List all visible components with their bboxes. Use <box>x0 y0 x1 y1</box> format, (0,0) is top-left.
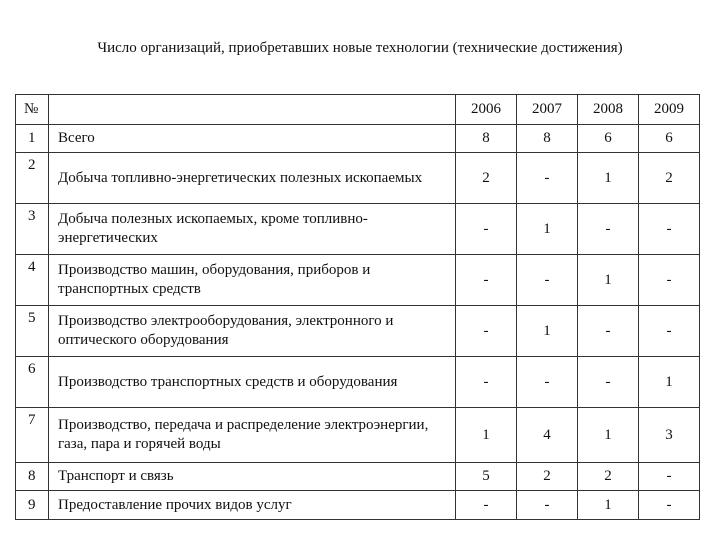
table-row <box>16 357 700 408</box>
row-value-2007: - <box>517 357 578 408</box>
row-value-2007: - <box>517 255 578 306</box>
row-value-2007: 2 <box>517 463 578 491</box>
row-value-2009: - <box>639 306 700 357</box>
row-value-2007: 1 <box>517 306 578 357</box>
row-value-2009: - <box>639 255 700 306</box>
row-value-2008: 1 <box>578 408 639 463</box>
row-value-2008: 6 <box>578 125 639 153</box>
table-row <box>16 255 700 306</box>
row-number: 1 <box>16 125 49 153</box>
row-number: 7 <box>16 408 49 463</box>
table-row <box>16 204 700 255</box>
row-value-2008: - <box>578 204 639 255</box>
row-value-2006: - <box>456 306 517 357</box>
row-value-2008: 1 <box>578 255 639 306</box>
table-row <box>16 153 700 204</box>
table-row <box>16 463 700 491</box>
row-name: Производство транспортных средств и оборудования <box>49 357 456 408</box>
row-value-2006: - <box>456 357 517 408</box>
row-number: 4 <box>16 255 49 306</box>
header-year-2009: 2009 <box>639 95 700 125</box>
row-name: Предоставление прочих видов услуг <box>49 491 456 520</box>
row-value-2008: 1 <box>578 153 639 204</box>
header-year-2006: 2006 <box>456 95 517 125</box>
row-value-2009: - <box>639 204 700 255</box>
row-number: 2 <box>16 153 49 204</box>
row-value-2007: 1 <box>517 204 578 255</box>
header-year-2008: 2008 <box>578 95 639 125</box>
table-row <box>16 491 700 520</box>
row-name: Производство машин, оборудования, приборов и транспортных средств <box>49 255 456 306</box>
row-name: Производство электрооборудования, электронного и оптического оборудования <box>49 306 456 357</box>
row-number: 5 <box>16 306 49 357</box>
table-row <box>16 306 700 357</box>
document-title: Число организаций, приобретавших новые технологии (технические достижения) <box>97 40 623 56</box>
header-name-cell <box>49 95 456 125</box>
row-number: 3 <box>16 204 49 255</box>
row-value-2009: 6 <box>639 125 700 153</box>
row-name: Производство, передача и распределение электроэнергии, газа, пара и горячей воды <box>49 408 456 463</box>
row-value-2009: - <box>639 491 700 520</box>
row-value-2009: 2 <box>639 153 700 204</box>
table-header-row <box>16 95 700 125</box>
header-year-2007: 2007 <box>517 95 578 125</box>
header-number-cell: № <box>16 95 49 125</box>
row-number: 8 <box>16 463 49 491</box>
row-number: 6 <box>16 357 49 408</box>
row-name: Всего <box>49 125 456 153</box>
row-name: Добыча топливно-энергетических полезных ископаемых <box>49 153 456 204</box>
row-value-2006: 8 <box>456 125 517 153</box>
row-value-2007: 4 <box>517 408 578 463</box>
row-value-2008: 1 <box>578 491 639 520</box>
row-number: 9 <box>16 491 49 520</box>
row-value-2009: - <box>639 463 700 491</box>
row-name: Транспорт и связь <box>49 463 456 491</box>
row-value-2006: 2 <box>456 153 517 204</box>
row-value-2008: 2 <box>578 463 639 491</box>
row-value-2009: 3 <box>639 408 700 463</box>
organizations-table <box>15 94 700 520</box>
table-row <box>16 125 700 153</box>
row-value-2006: 1 <box>456 408 517 463</box>
table-row <box>16 408 700 463</box>
row-value-2006: - <box>456 204 517 255</box>
row-value-2007: - <box>517 491 578 520</box>
row-value-2007: - <box>517 153 578 204</box>
row-value-2006: - <box>456 491 517 520</box>
row-name: Добыча полезных ископаемых, кроме топливно-энергетических <box>49 204 456 255</box>
row-value-2007: 8 <box>517 125 578 153</box>
row-value-2008: - <box>578 357 639 408</box>
row-value-2006: - <box>456 255 517 306</box>
row-value-2008: - <box>578 306 639 357</box>
row-value-2006: 5 <box>456 463 517 491</box>
row-value-2009: 1 <box>639 357 700 408</box>
